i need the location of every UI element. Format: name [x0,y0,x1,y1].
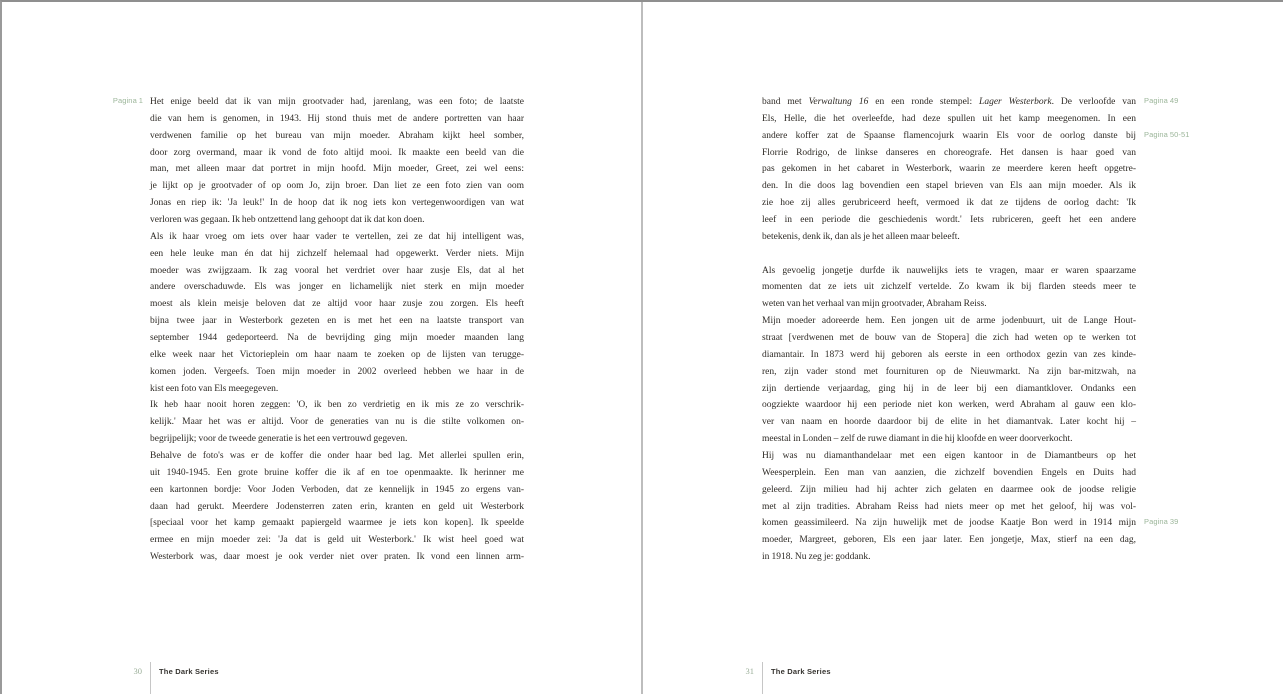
text-line: uit 1940-1945. Een grote bruine koffer die ik af en toe openmaakte. Ik herinner me [150,467,524,478]
text-line: geleerd. Zijn milieu had hij achter zich gelaten en daarmee ook de joodse religie [762,484,1136,495]
text-line: kist een foto van Els meegegeven. [150,383,279,394]
text-line: moest als klein meisje beloven dat ze altijd voor haar zusje zou zorgen. Els heeft [150,299,524,310]
right-footer-series-title: The Dark Series [771,667,831,676]
text-line: die van hem is genomen, in 1943. Hij stond thuis met de andere portretten van haar [150,113,524,124]
text-line: Pagina 1 Het enige beeld dat ik van mijn grootvader had, jarenlang, was een foto; de laatste [112,96,524,107]
right-page-folio: 31 [745,666,754,676]
text-line: begrijpelijk; voor de tweede generatie is het een vertrouwd gegeven. [150,434,408,445]
text-line: Florrie Rodrigo, de linkse danseres en choreografe. Het dansen is haar goed van [762,147,1136,158]
text-line: kelijk.' Maar het was er altijd. Voor de generaties van nu is die stilte volkomen on- [150,417,524,428]
text-line: Weesperplein. Een man van aanzien, die zichzelf bovendien Engels en Duits had [762,467,1136,478]
text-line: een kartonnen bordje: Voor Joden Verboden, dat ze kennelijk in 1945 zo ergens van- [150,484,524,495]
text-line: meestal in Londen – zelf de ruwe diamant in die hij kloofde en weer doorverkocht. [762,434,1073,445]
text-line: september 1944 gedeporteerd. Na de bevrijding ging mijn moeder maanden lang [150,333,524,344]
text-line: komen joden. Vergeefs. Toen mijn moeder in 2002 overleed hebben we haar in de [150,366,524,377]
margin-page-ref: Pagina 49 [1144,96,1179,105]
text-line: Pagina 49 band met Verwaltung 16 en een ronde stempel: Lager Westerbork. De verloofde van [762,96,1179,107]
text-line: daan had gerukt. Meerdere Jodensterren zaten erin, kranten en geld uit Westerbork [150,501,524,512]
text-line: den. In die doos lag bovendien een stapel brieven van Els aan mijn moeder. Als ik [762,181,1136,192]
text-line: ren, zijn vader stond met fournituren op de Nieuwmarkt. Na zijn bar-mitzwah, na [762,366,1136,377]
text-line: Jonas en riep ik: 'Ja leuk!' In de hoop dat ik nog iets kon vertegenwoordigen van wat [150,198,524,209]
text-line: leef in een periode die geschiedenis wordt.' Iets rubriceren, geeft het een andere [762,215,1136,226]
text-line: in 1918. Nu zeg je: goddank. [762,552,871,563]
right-page-text-column [762,94,1190,566]
text-line: Pagina 50-51 andere koffer zat de Spaanse flamencojurk waarin Els voor de oorlog danste bij [762,129,1190,141]
text-line: elke week naar het Victorieplein om haar naam te zoeken op de lijsten van terugge- [150,349,524,360]
margin-page-ref: Pagina 50-51 [1144,129,1190,139]
left-page-text-column [112,94,524,566]
blank-line [762,246,1136,263]
text-line: bijna twee jaar in Westerbork gezeten en is met het een na laatste transport van [150,316,524,327]
text-line: Als ik haar vroeg om iets over haar vader te vertellen, zei ze dat hij intelligent was, [150,231,524,242]
text-line: pas gekomen in het cabaret in Westerbork, waarin ze meerdere keren heeft opgetre- [762,164,1136,175]
text-line: andere overschaduwde. Els was jonger en lichamelijk niet sterk en mijn moeder [150,282,524,293]
left-page-folio: 30 [133,666,142,676]
text-line: Hij was nu diamanthandelaar met een eigen kantoor in de Diamantbeurs op het [762,451,1136,462]
text-line: [speciaal voor het kamp gemaakt papiergeld waarmee je iets kon kopen]. Ik speelde [150,518,524,529]
text-line: Als gevoelig jongetje durfde ik nauwelijks iets te vragen, maar er waren spaarzame [762,265,1136,276]
text-line: Behalve de foto's was er de koffer die onder haar bed lag. Met allerlei spullen erin, [150,451,524,462]
margin-page-ref: Pagina 1 [112,96,143,105]
text-line: oogziekte waardoor hij een periode niet kon werken, werd Abraham al gauw een klo- [762,400,1136,411]
page-gutter-divider [641,2,643,694]
right-footer-rule [762,662,763,694]
text-line: Mijn moeder adoreerde hem. Een jongen uit de arme jodenbuurt, uit de Lange Hout- [762,316,1136,327]
text-line: een hele leuke man én dat hij zichzelf helemaal had opgewerkt. Verder niets. Mijn [150,248,524,259]
text-line: verdwenen familie op het bureau van mijn moeder. Abraham kijkt heel somber, [150,130,524,141]
text-line: moeder, Margreet, geboren, Els een jaar later. Een jongetje, Max, stierf na een dag, [762,535,1136,546]
text-line: Westerbork was, daar moest je ook verder niet over praten. Ik vond een linnen arm- [150,552,524,563]
text-line: Pagina 39 komen geassimileerd. Na zijn huwelijk met de joodse Kaatje Bon werd in 1914 mijn [762,517,1179,529]
text-line: ver van naam en hoorde daardoor bij de elite in het diamantvak. Later kocht hij – [762,417,1136,428]
text-line: man, met alleen maar dat portret in mijn hoofd. Mijn moeder, Greet, zei wel eens: [150,164,524,175]
text-line: diamantair. In 1873 werd hij geboren als eerste in een orthodox gezin van zes kinde- [762,349,1136,360]
margin-page-ref: Pagina 39 [1144,517,1179,527]
text-line: zijn dertiende verjaardag, ging hij in de leer bij een diamantklover. Ondanks een [762,383,1136,394]
text-line: Els, Helle, die het overleefde, had deze spullen uit het kamp meegenomen. In een [762,113,1136,124]
text-line: moeder was zwijgzaam. Ik zag vooral het verdriet over haar zusje Els, dat al het [150,265,524,276]
left-footer-series-title: The Dark Series [159,667,219,676]
text-line: je lijkt op je grootvader of op oom Jo, zijn broer. Dan liet ze een foto zien van oom [150,181,524,192]
text-line: verloren was gegaan. Ik heb ontzettend lang gehoopt dat ik dat kon doen. [150,215,425,226]
text-line: momenten dat ze iets uit zichzelf vertelde. Zo kwam ik bij flarden steeds meer te [762,282,1136,293]
text-line: straat [verdwenen met de bouw van de Stopera] die zich had weten op te werken tot [762,333,1136,344]
text-line: door zorg overmand, maar ik vond de foto altijd mooi. Ik maakte een beeld van die [150,147,524,158]
text-line: met al zijn tradities. Abraham Reiss had niets meer op met het geloof, hij was vol- [762,501,1136,512]
text-line: Ik heb haar nooit horen zeggen: 'O, ik ben zo verdrietig en ik mis ze zo verschrik- [150,400,524,411]
text-line: weten van het verhaal van mijn grootvader, Abraham Reiss. [762,299,987,310]
text-line: ermee en mijn moeder zei: 'Ja dat is geld uit Westerbork.' Ik wist heel goed wat [150,535,524,546]
text-line: zie hoe zij alles gerubriceerd heeft, vermoed ik dat ze tijdens de oorlog dacht: 'Ik [762,198,1136,209]
left-footer-rule [150,662,151,694]
text-line: betekenis, denk ik, dan als je het alleen maar beleeft. [762,231,960,242]
